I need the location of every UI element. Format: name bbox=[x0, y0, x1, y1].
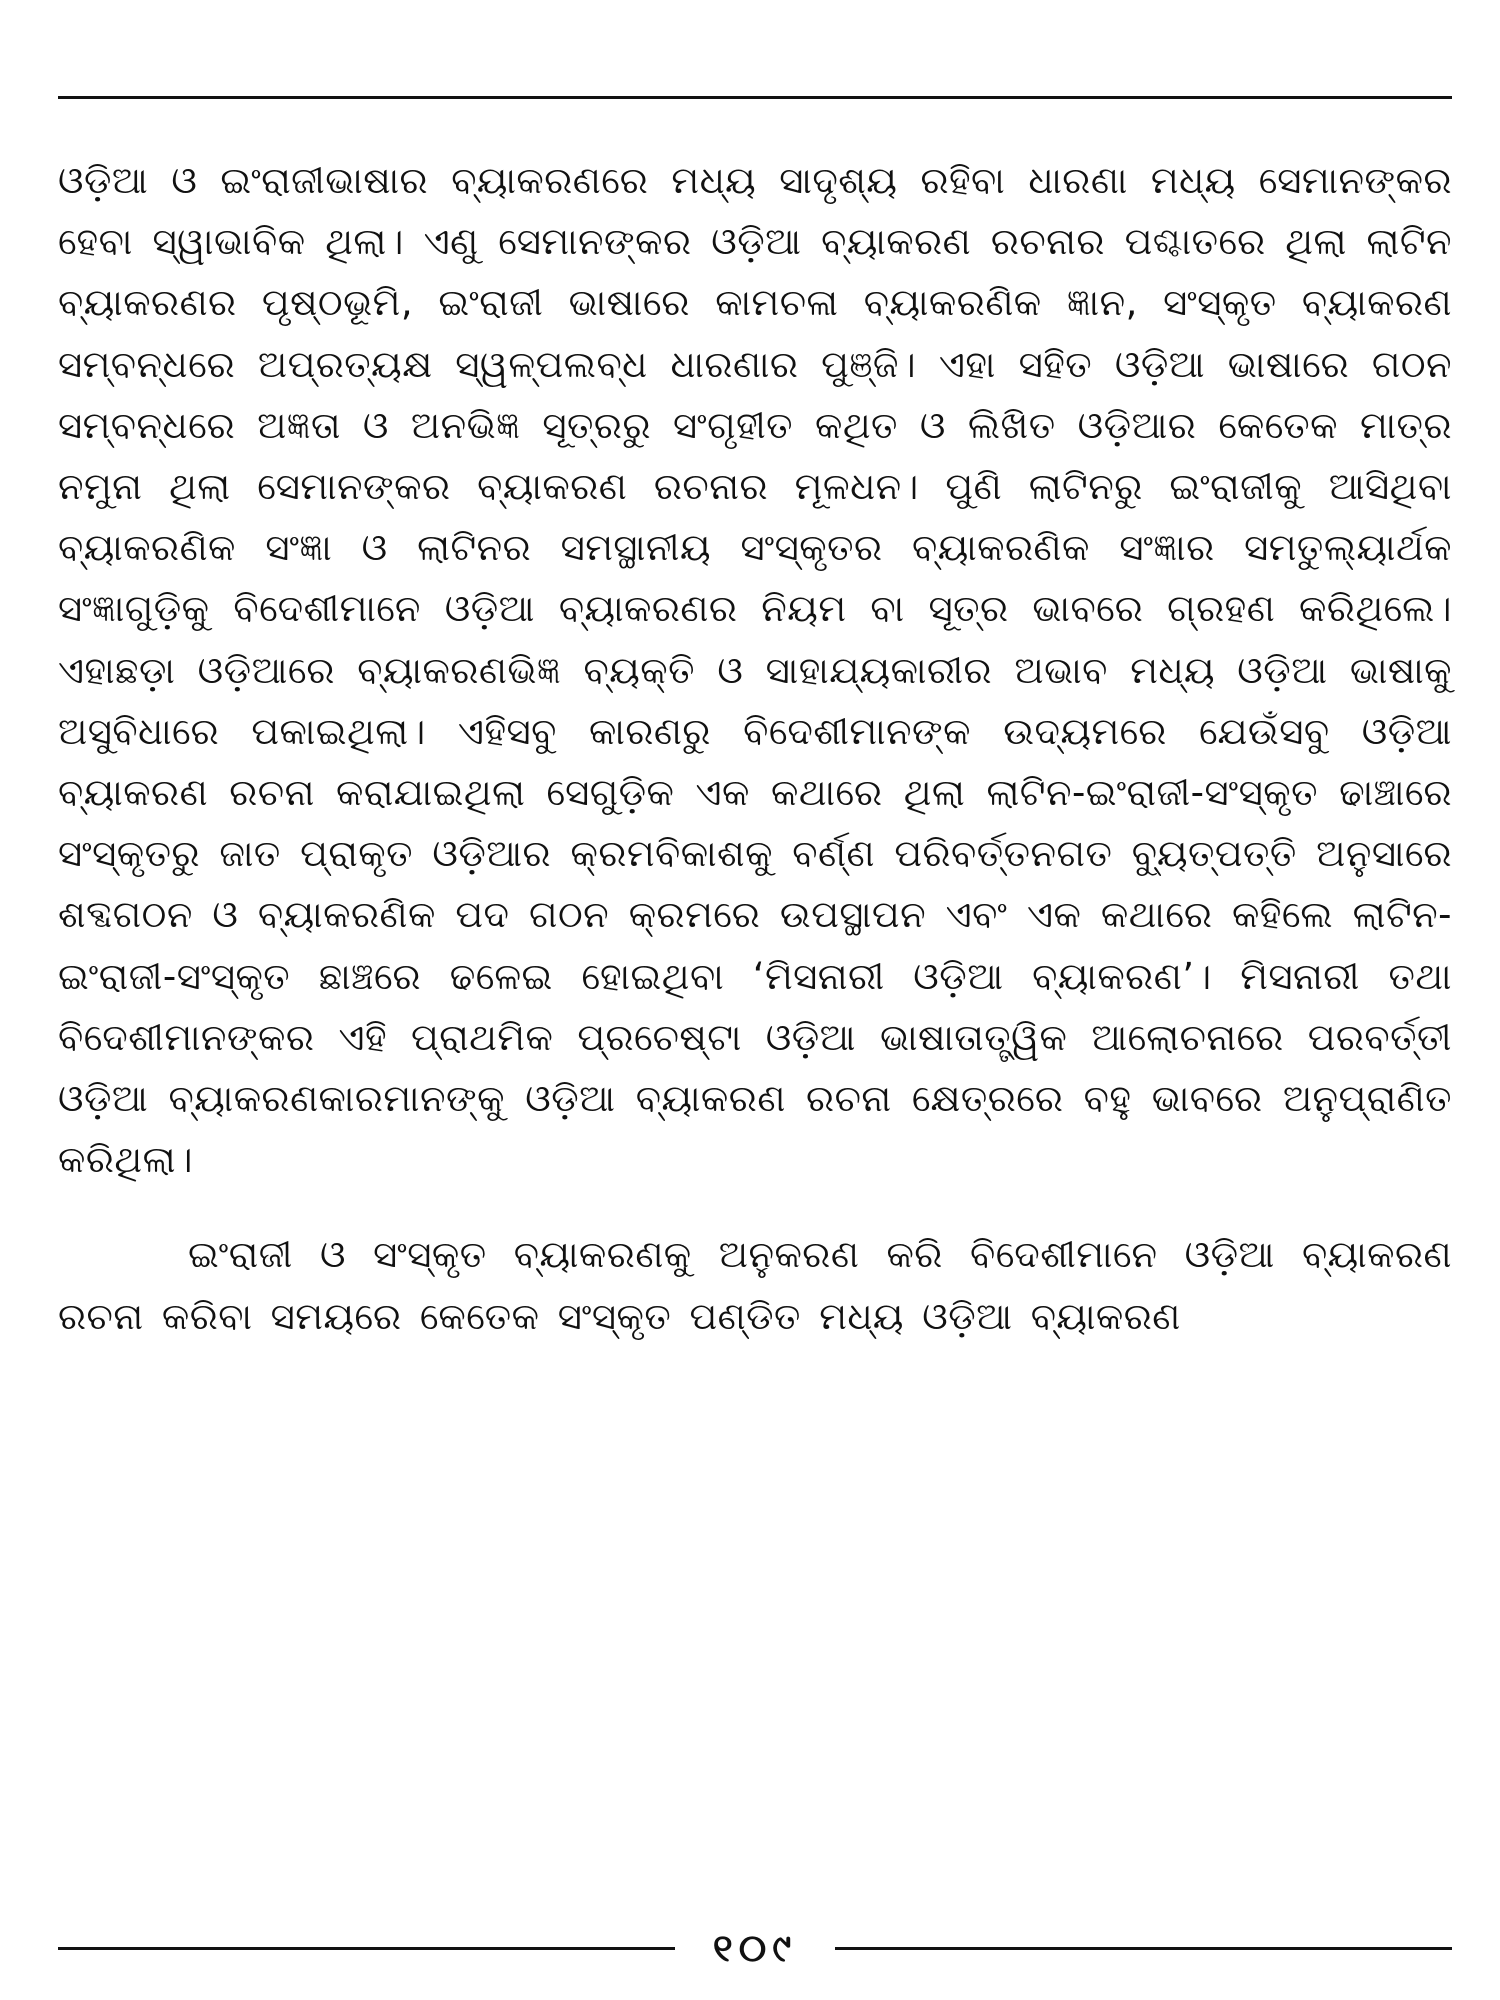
paragraph-1: ଓଡ଼ିଆ ଓ ଇଂରାଜୀଭାଷାର ବ୍ୟାକରଣରେ ମଧ୍ୟ ସାଦୃଶ୍ୟ ରହିବା ଧାରଣା ମଧ୍ୟ ସେମାନଙ୍କର ହେବା ସ୍ୱାଭାବିକ ଥିଲା। ଏଣୁ ସେମାନଙ୍କର ଓଡ଼ିଆ ବ୍ୟାକରଣ ରଚନାର ପଶ୍ଚାତରେ ଥିଲା ଲାଟିନ ବ୍ୟାକରଣର ପୃଷ୍ଠଭୂମି, ଇଂରାଜୀ ଭାଷାରେ କାମଚଳା ବ୍ୟାକରଣିକ ଜ୍ଞାନ, ସଂସ୍କୃତ ବ୍ୟାକରଣ ସମ୍ବନ୍ଧରେ ଅପ୍ରତ୍ୟକ୍ଷ ସ୍ୱଳ୍ପଲବ୍ଧ ଧାରଣାର ପୁଞ୍ଜି। ଏହା ସହିତ ଓଡ଼ିଆ ଭାଷାରେ ଗଠନ ସମ୍ବନ୍ଧରେ ଅଜ୍ଞତା ଓ ଅନଭିଜ୍ଞ ସୂତ୍ରରୁ ସଂଗୃହୀତ କଥିତ ଓ ଲିଖିତ ଓଡ଼ିଆର କେତେକ ମାତ୍ର ନମୁନା ଥିଲା ସେମାନଙ୍କର ବ୍ୟାକରଣ ରଚନାର ମୂଳଧନ। ପୁଣି ଲାଟିନରୁ ଇଂରାଜୀକୁ ଆସିଥିବା ବ୍ୟାକରଣିକ ସଂଜ୍ଞା ଓ ଲାଟିନର ସମସ୍ଥାନୀୟ ସଂସ୍କୃତର ବ୍ୟାକରଣିକ ସଂଜ୍ଞାର ସମତୁଲ୍ୟାର୍ଥକ ସଂଜ୍ଞାଗୁଡ଼ିକୁ ବିଦେଶୀମାନେ ଓଡ଼ିଆ ବ୍ୟାକରଣର ନିୟମ ବା ସୂତ୍ର ଭାବରେ ଗ୍ରହଣ କରିଥିଲେ। ଏହାଛଡ଼ା ଓଡ଼ିଆରେ ବ୍ୟାକରଣଭିଜ୍ଞ ବ୍ୟକ୍ତି ଓ ସାହାଯ୍ୟକାରୀର ଅଭାବ ମଧ୍ୟ ଓଡ଼ିଆ ଭାଷାକୁ ଅସୁବିଧାରେ ପକାଇଥିଲା। ଏହିସବୁ କାରଣରୁ ବିଦେଶୀମାନଙ୍କ ଉଦ୍ୟମରେ ଯେଉଁସବୁ ଓଡ଼ିଆ ବ୍ୟାକରଣ ରଚନା କରାଯାଇଥିଲା ସେଗୁଡ଼ିକ ଏକ କଥାରେ ଥିଲା ଲାଟିନ-ଇଂରାଜୀ-ସଂସ୍କୃତ ଢାଞ୍ଚାରେ ସଂସ୍କୃତରୁ ଜାତ ପ୍ରାକୃତ ଓଡ଼ିଆର କ୍ରମବିକାଶକୁ ବର୍ଣ୍ଣ ପରିବର୍ତ୍ତନଗତ ବ୍ୟୁତ୍ପତ୍ତି ଅନୁସାରେ ଶବ୍ଦଗଠନ ଓ ବ୍ୟାକରଣିକ ପଦ ଗଠନ କ୍ରମରେ ଉପସ୍ଥାପନ ଏବଂ ଏକ କଥାରେ କହିଲେ ଲାଟିନ-ଇଂରାଜୀ-ସଂସ୍କୃତ ଛାଞ୍ଚରେ ଢଳେଇ ହୋଇଥିବା ‘ମିସନାରୀ ଓଡ଼ିଆ ବ୍ୟାକରଣ’। ମିସନାରୀ ତଥା ବିଦେଶୀମାନଙ୍କର ଏହି ପ୍ରାଥମିକ ପ୍ରଚେଷ୍ଟା ଓଡ଼ିଆ ଭାଷାତାତ୍ତ୍ୱିକ ଆଲୋଚନାରେ ପରବର୍ତ୍ତୀ ଓଡ଼ିଆ ବ୍ୟାକରଣକାରମାନଙ୍କୁ ଓଡ଼ିଆ ବ୍ୟାକରଣ ରଚନା କ୍ଷେତ୍ରରେ ବହୁ ଭାବରେ ଅନୁପ୍ରାଣିତ କରିଥିଲା। bbox=[58, 159, 1452, 1182]
body-text bbox=[58, 150, 1452, 1347]
header-rule bbox=[58, 96, 1452, 99]
footer-rule-right bbox=[835, 1947, 1452, 1950]
paragraph-2: ଇଂରାଜୀ ଓ ସଂସ୍କୃତ ବ୍ୟାକରଣକୁ ଅନୁକରଣ କରି ବିଦେଶୀମାନେ ଓଡ଼ିଆ ବ୍ୟାକରଣ ରଚନା କରିବା ସମୟରେ କେତେକ ସଂସ୍କୃତ ପଣ୍ଡିତ ମଧ୍ୟ ଓଡ଼ିଆ ବ୍ୟାକରଣ bbox=[58, 1233, 1452, 1338]
page-footer bbox=[58, 1926, 1452, 1970]
footer-rule-left bbox=[58, 1947, 675, 1950]
page-number: ୧୦୯ bbox=[712, 1926, 798, 1970]
